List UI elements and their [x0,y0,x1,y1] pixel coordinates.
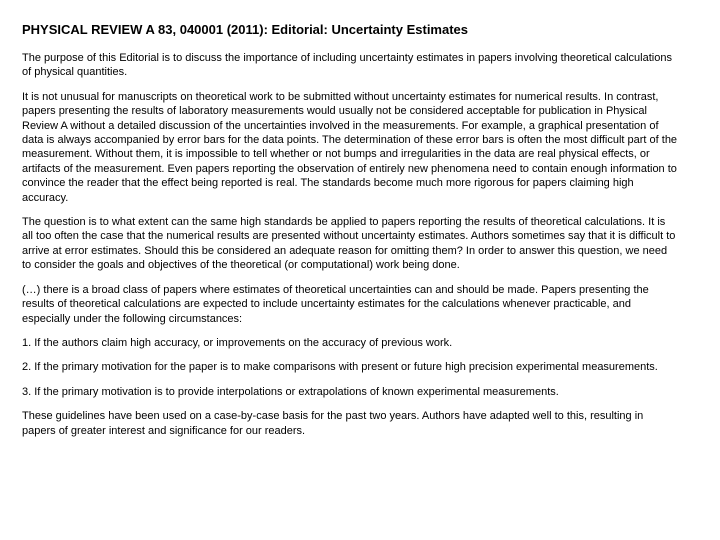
list-item-1: 1. If the authors claim high accuracy, or improvements on the accuracy of previous work. [22,336,453,349]
paragraph-guidelines-intro: (…) there is a broad class of papers where estimates of theoretical uncertainties can and should be made. Papers presenting the results of theoretical calculations are expected to include uncertainty estimates for the calculations whenever practicable, and especially under the following circumstances: [22,283,649,325]
list-item-3: 3. If the primary motivation is to provide interpolations or extrapolations of known experimental measurements. [22,385,559,398]
paragraph-purpose: The purpose of this Editorial is to discuss the importance of including uncertainty estimates in papers involving theoretical calculations of physical quantities. [22,52,672,79]
list-item-2: 2. If the primary motivation for the paper is to make comparisons with present or future high precision experimental measurements. [22,361,658,374]
paragraph-question: The question is to what extent can the same high standards be applied to papers reporting the results of theoretical calculations. It is all too often the case that the numerical results are presented without uncertainty estimates. Authors sometimes say that it is difficult to arrive at error estimates. Should this be considered an adequate reason for omitting them? In order to answer this question, we need to consider the goals and objectives of the theoretical (or computational) work being done. [22,216,676,272]
paragraph-background: It is not unusual for manuscripts on theoretical work to be submitted without uncertainty estimates for numerical results. In contrast, papers presenting the results of laboratory measurements would usually not be considered acceptable for publication in Physical Review A without a detailed discussion of the uncertainties involved in the measurements. For example, a graphical presentation of data is always accompanied by error bars for the data points. The determination of these error bars is often the most difficult part of the measurement. Without them, it is impossible to tell whether or not bumps and irregularities in the data are real physical effects, or artifacts of the measurement. Even papers reporting the observation of entirely new phenomena need to contain enough information to convince the reader that the effect being reported is real. The standards become much more rigorous for papers claiming high accuracy. [22,90,678,204]
editorial-page [22,21,678,448]
paragraph-conclusion: These guidelines have been used on a case-by-case basis for the past two years. Authors have adapted well to this, resulting in papers of greater interest and significance for our readers. [22,410,644,437]
editorial-title: PHYSICAL REVIEW A 83, 040001 (2011): Editorial: Uncertainty Estimates [22,22,469,37]
